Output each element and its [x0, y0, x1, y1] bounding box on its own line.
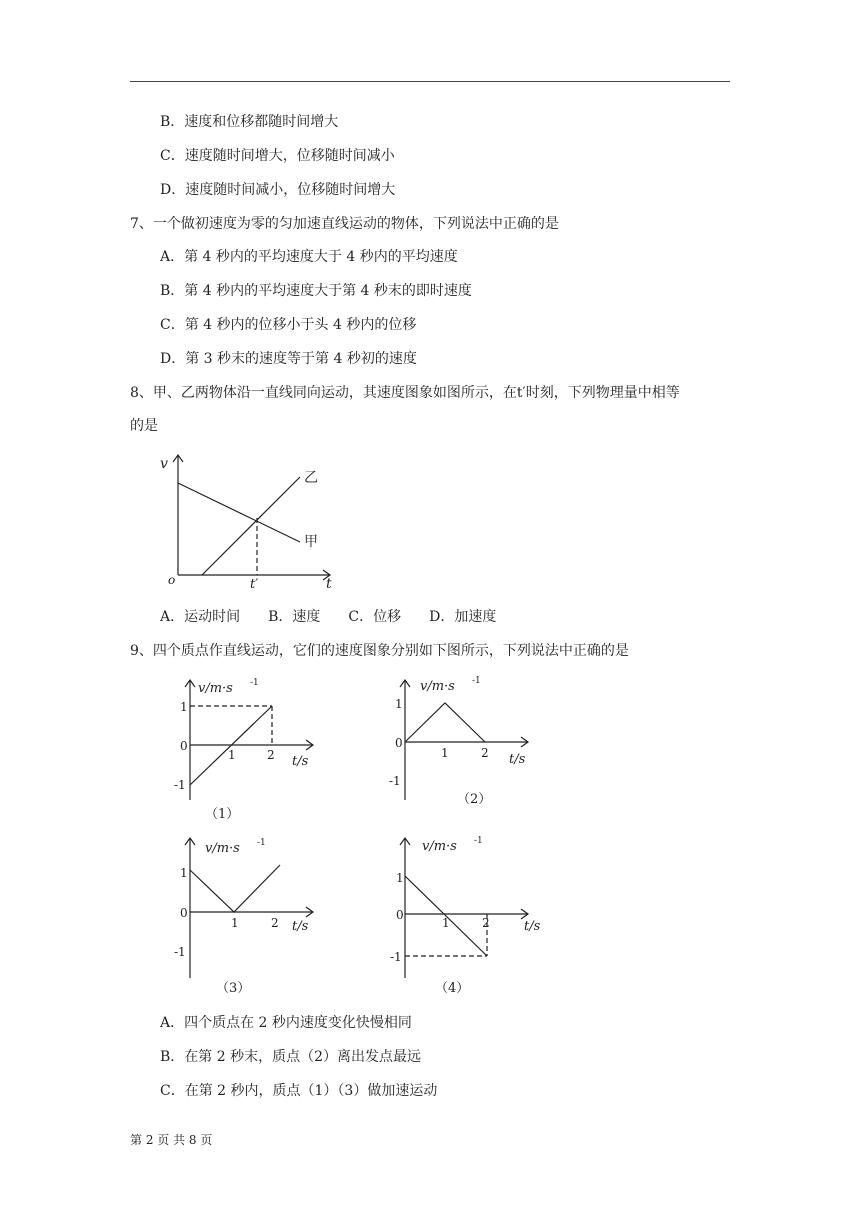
q8-v-label: v: [160, 456, 168, 472]
graph3-velocity-line: [190, 865, 280, 912]
graph1-v-label: v/m·s: [198, 681, 233, 696]
prev-option-d: D．速度随时间减小，位移随时间增大: [160, 182, 396, 198]
graph2-v-exp: -1: [472, 676, 481, 686]
q8-options: A．运动时间 B．速度 C．位移 D．加速度: [160, 609, 497, 625]
q8-velocity-graph: [150, 450, 350, 595]
graph4-tick-x2: 2: [482, 916, 490, 930]
graph4-v-exp: -1: [474, 836, 483, 846]
q9-graph-4: [380, 830, 560, 1000]
graph4-t-label: t/s: [524, 919, 541, 934]
graph4-caption: （4）: [435, 981, 470, 996]
header-rule: [130, 81, 730, 82]
graph2-tick-x2: 2: [481, 746, 489, 760]
graph4-tick-neg1: -1: [390, 950, 402, 964]
q7-option-a: A．第 4 秒内的平均速度大于 4 秒内的平均速度: [160, 249, 458, 265]
q9-graph-1: [165, 675, 325, 825]
q8-jia-label: 甲: [304, 534, 318, 550]
prev-option-b: B．速度和位移都随时间增大: [160, 114, 339, 130]
graph3-tick-neg1: -1: [174, 945, 186, 959]
graph4-tick-x1: 1: [442, 916, 450, 930]
q8-stem-line2: 的是: [130, 418, 158, 434]
graph1-tick-0: 0: [180, 739, 188, 753]
graph2-caption: （2）: [457, 792, 492, 807]
q8-t-label: t: [326, 576, 332, 592]
q9-graph-3: [165, 830, 325, 1000]
graph2-t-label: t/s: [509, 752, 526, 767]
graph3-t-label: t/s: [292, 919, 309, 934]
q8-origin-label: o: [168, 573, 176, 587]
graph3-tick-x1: 1: [231, 916, 239, 930]
graph2-v-label: v/m·s: [420, 679, 455, 694]
graph3-caption: （3）: [216, 981, 251, 996]
graph3-tick-0: 0: [180, 906, 188, 920]
q9-option-b: B．在第 2 秒末，质点（2）离出发点最远: [160, 1049, 422, 1065]
q7-option-d: D．第 3 秒末的速度等于第 4 秒初的速度: [160, 351, 417, 367]
graph1-t-label: t/s: [292, 754, 309, 769]
graph4-tick-1: 1: [396, 871, 404, 885]
q9-option-c: C．在第 2 秒内，质点（1）（3）做加速运动: [160, 1083, 438, 1099]
graph3-tick-1: 1: [180, 866, 188, 880]
graph1-caption: （1）: [205, 807, 240, 822]
q7-option-b: B．第 4 秒内的平均速度大于第 4 秒末的即时速度: [160, 283, 472, 299]
graph2-tick-0: 0: [395, 736, 403, 750]
graph3-v-exp: -1: [257, 838, 266, 848]
q7-stem: 7、一个做初速度为零的匀加速直线运动的物体，下列说法中正确的是: [130, 216, 559, 232]
graph2-velocity-line: [405, 703, 485, 742]
q9-option-a: A．四个质点在 2 秒内速度变化快慢相同: [160, 1015, 412, 1031]
q8-line-jia: [178, 483, 300, 542]
graph1-tick-1: 1: [180, 700, 188, 714]
q7-option-c: C．第 4 秒内的位移小于头 4 秒内的位移: [160, 317, 417, 333]
q8-yi-label: 乙: [304, 470, 318, 486]
q9-graph-2: [380, 675, 540, 825]
graph2-tick-neg1: -1: [389, 774, 401, 788]
page-footer: 第 2 页 共 8 页: [130, 1133, 213, 1147]
graph3-v-label: v/m·s: [205, 841, 240, 856]
graph2-tick-1: 1: [395, 697, 403, 711]
graph1-tick-x2: 2: [267, 748, 275, 762]
graph1-v-exp: -1: [250, 678, 259, 688]
graph1-tick-neg1: -1: [174, 778, 186, 792]
prev-option-c: C．速度随时间增大，位移随时间减小: [160, 148, 395, 164]
q9-stem: 9、四个质点作直线运动，它们的速度图象分别如下图所示，下列说法中正确的是: [130, 643, 629, 659]
q8-stem-line1: 8、甲、乙两物体沿一直线同向运动，其速度图象如图所示，在t′时刻，下列物理量中相等: [130, 385, 680, 401]
graph2-tick-x1: 1: [441, 746, 449, 760]
q8-tprime-label: t′: [250, 577, 259, 592]
graph4-tick-0: 0: [396, 908, 404, 922]
graph4-v-label: v/m·s: [422, 839, 457, 854]
graph1-tick-x1: 1: [228, 748, 236, 762]
graph3-tick-x2: 2: [271, 916, 279, 930]
q8-line-yi: [202, 477, 300, 575]
